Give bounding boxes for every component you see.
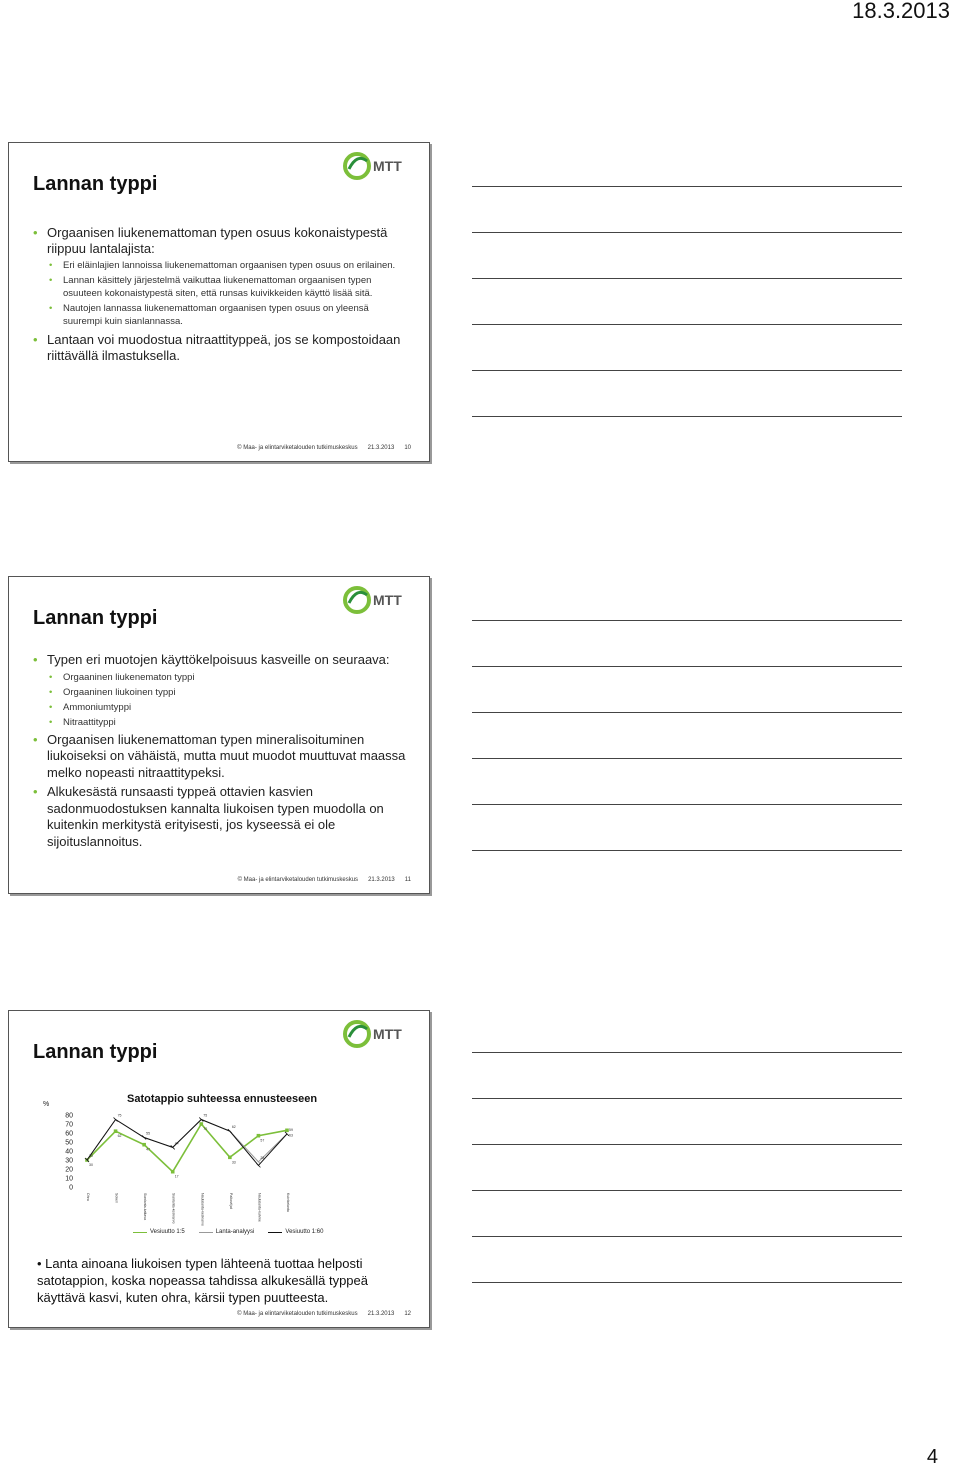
chart-title: Satotappio suhteessa ennusteeseen <box>127 1093 318 1105</box>
data-point <box>228 1129 232 1133</box>
bullet: • Orgaanisen liukenemattoman typen mineralisoituminen liukoiseksi on vähäistä, mutta muut muodot muuttuvat maassa melko nopeasti nitraattitypeksi. <box>33 732 407 782</box>
slide-footer: © Maa- ja elintarviketalouden tutkimuskeskus 21.3.2013 12 <box>237 1311 411 1317</box>
sub-bullet: • Orgaaninen liukenematon typpi <box>49 671 407 684</box>
data-label: 30 <box>89 1163 93 1167</box>
notes-lines <box>472 620 902 896</box>
notes-lines <box>472 1052 902 1328</box>
sub-bullet: • Lannan käsittely järjestelmä vaikuttaa liukenemattoman orgaanisen typen osuuteen kokonaistypestä siten, että runsas kuivikkeiden käyttö lisää sitä. <box>49 274 407 300</box>
page-number: 4 <box>926 1446 938 1468</box>
data-label: 33 <box>231 1160 236 1165</box>
svg-text:MTT: MTT <box>373 158 402 174</box>
legend-label: Vesiuutto 1:60 <box>285 1229 324 1235</box>
svg-text:MTT: MTT <box>373 1026 402 1042</box>
data-label: 17 <box>174 1174 179 1179</box>
data-point <box>142 1143 146 1147</box>
data-point <box>171 1170 175 1174</box>
data-label: 63 <box>289 1133 293 1138</box>
bullet: • Lantaan voi muodostua nitraattityppeä, jos se kompostoidaan riittävällä ilmastuksella. <box>33 332 407 364</box>
footer-org: Maa- ja elintarviketalouden tutkimuskeskus <box>243 1311 358 1317</box>
x-tick-label: Kuivikelanta <box>286 1193 290 1212</box>
legend-item <box>199 1229 255 1235</box>
data-label: 47 <box>146 1147 151 1152</box>
mtt-logo-icon <box>343 583 417 617</box>
data-point <box>257 1134 261 1138</box>
data-label: 28 <box>260 1155 265 1160</box>
y-tick-label: 0 <box>69 1184 73 1192</box>
data-label: 70 <box>203 1127 208 1131</box>
data-point <box>199 1122 203 1126</box>
data-label: 75 <box>203 1113 208 1118</box>
footer-number: 11 <box>404 877 411 883</box>
svg-text:MTT: MTT <box>373 592 402 608</box>
footer-date: 21.3.2013 <box>368 877 395 883</box>
slide-text: • Lanta ainoana liukoisen typen lähteenä tuottaa helposti satotappion, koska nopeassa tahdissa alkukesällä typpeä käyttävä kasvi, kuten ohra, kärsii typen puutteesta. <box>37 1256 368 1305</box>
slide-12 <box>8 1010 430 1328</box>
slide-footer: © Maa- ja elintarviketalouden tutkimuskeskus 21.3.2013 10 <box>237 445 411 451</box>
sub-bullet: • Eri eläinlajien lannoissa liukenemattoman orgaanisen typen osuus on erilainen. <box>49 259 407 272</box>
x-tick-label: Sokeri <box>114 1193 119 1203</box>
legend-label: Lanta-analyysi <box>215 1229 255 1235</box>
data-point <box>114 1129 118 1133</box>
y-tick-label: 10 <box>65 1175 73 1183</box>
y-tick-label: 60 <box>65 1130 73 1138</box>
slide-title: Lannan typpi <box>33 607 158 629</box>
notes-lines <box>472 186 902 462</box>
series-line <box>87 1120 287 1166</box>
legend-label: Vesiuutto 1:5 <box>150 1229 185 1235</box>
y-tick-label: 20 <box>65 1166 73 1174</box>
bullet: • Typen eri muotojen käyttökelpoisuus kasveille on seuraava: <box>33 652 407 669</box>
data-label: 55 <box>146 1131 151 1136</box>
y-tick-label: 70 <box>65 1121 73 1129</box>
data-label: 75 <box>117 1113 122 1118</box>
y-tick-label: 30 <box>65 1157 73 1165</box>
data-label: 62 <box>117 1134 122 1139</box>
x-tick-label: Nautalanta-kuivike <box>257 1193 262 1222</box>
y-tick-label: 40 <box>65 1148 73 1156</box>
footer-date: 21.3.2013 <box>367 1311 395 1317</box>
slide-footer: © Maa- ja elintarviketalouden tutkimuskeskus 21.3.2013 11 <box>237 877 411 883</box>
data-label: 59 <box>289 1127 293 1132</box>
y-tick-label: 50 <box>65 1139 73 1147</box>
y-tick-label: 80 <box>65 1112 73 1120</box>
footer-org: Maa- ja elintarviketalouden tutkimuskeskus <box>243 445 358 451</box>
series-line <box>87 1120 287 1165</box>
x-tick-label: Sianlanta-kattava <box>143 1193 148 1221</box>
legend-item <box>268 1229 323 1235</box>
x-tick-label: Ohra <box>86 1193 90 1201</box>
data-label: 57 <box>260 1138 265 1143</box>
x-tick-label: Sianlanta-keskiarvo <box>171 1193 176 1224</box>
footer-date: 21.3.2013 <box>367 445 395 451</box>
legend-item <box>133 1229 185 1235</box>
sub-bullet: • Nautojen lannassa liukenemattoman orgaanisen typen osuus on yleensä suurempi kuin sianlannassa. <box>49 302 407 328</box>
x-tick-label: Palkoviljat <box>228 1193 233 1209</box>
y-axis-label: % <box>43 1101 50 1108</box>
footer-number: 12 <box>404 1311 411 1317</box>
slide-11 <box>8 576 430 894</box>
sub-bullet: • Ammoniumtyppi <box>49 701 407 714</box>
mtt-logo-icon <box>343 149 417 183</box>
footer-number: 10 <box>404 445 411 451</box>
bullet: • Orgaanisen liukenemattoman typen osuus kokonaistypestä riippuu lantalajista: <box>33 225 407 257</box>
sub-bullet: • Orgaaninen liukoinen typpi <box>49 686 407 699</box>
data-label: 44 <box>174 1141 179 1146</box>
footer-org: Maa- ja elintarviketalouden tutkimuskeskus <box>243 877 359 883</box>
x-tick-label: Nautalanta-keskiarvo <box>200 1193 205 1226</box>
data-label: 62 <box>231 1125 236 1130</box>
sub-bullet: • Nitraattityppi <box>49 716 407 729</box>
page-date: 18.3.2013 <box>852 0 950 23</box>
mtt-logo-icon <box>343 1017 417 1051</box>
slide-title: Lannan typpi <box>33 1041 158 1063</box>
chart-legend <box>133 1229 323 1235</box>
slide-10 <box>8 142 430 462</box>
slide-title: Lannan typpi <box>33 173 158 195</box>
data-point <box>228 1156 232 1160</box>
line-chart <box>53 1107 303 1227</box>
bullet: • Alkukesästä runsaasti typpeä ottavien kasvien sadonmuodostuksen kannalta liukoisen typen muodolla on kuitenkin merkitystä erityisesti, jos kyseessä ei ole sijoituslannoitus. <box>33 784 407 850</box>
data-label: 30 <box>89 1154 93 1158</box>
